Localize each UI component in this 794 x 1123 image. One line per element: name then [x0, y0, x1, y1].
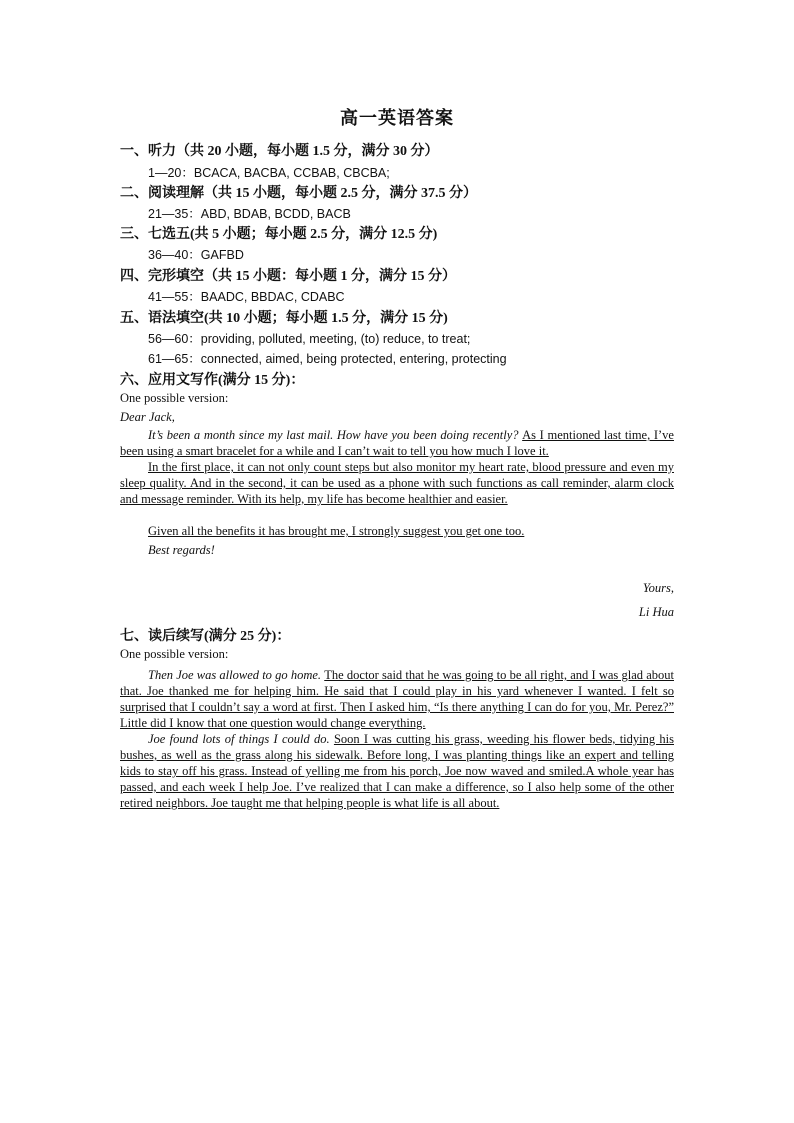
- section-cloze-heading: 四、完形填空（共 15 小题：每小题 1 分，满分 15 分）: [120, 269, 456, 284]
- continuation-paragraph-2-underlined: Soon I was cutting his grass, weeding his flower beds, tidying his bushes, as well as the grass along his sidewalk. Before long, I was planting things like an expert and telling kids to stay off his grass. Instead of yelling me from his porch, Joe now waved and smiled.A whole year has passed, and each week I help Joe. I’ve realized that I can make a difference, so I also help some of the other retired neighbors. Joe taught me that helping people is what life is all about.: [120, 732, 674, 810]
- letter-closing: Best regards!: [148, 543, 215, 557]
- continuation-version-label: One possible version:: [120, 647, 229, 661]
- section-seven-five-heading: 三、七选五(共 5 小题；每小题 2.5 分，满分 12.5 分): [120, 227, 438, 242]
- section-reading-answer: 21—35：ABD, BDAB, BCDD, BACB: [148, 207, 351, 221]
- letter-yours: Yours,: [642, 581, 674, 595]
- continuation-paragraph-2-italic: Joe found lots of things I could do.: [148, 732, 334, 746]
- section-listening-answer: 1—20：BCACA, BACBA, CCBAB, CBCBA;: [148, 166, 390, 180]
- letter-greeting: Dear Jack,: [120, 410, 175, 424]
- continuation-paragraph-1-underlined: The doctor said that he was going to be all right, and I was glad about that. Joe thanked me for helping him. He said that I could play in his yard whenever I wanted. I felt so surprised that I couldn’t say a word at first. Then I asked him, “Is there anything I can do for you, Mr. Perez?” Little did I know that one question would change everything.: [120, 668, 674, 730]
- letter-paragraph-1-underlined: As I mentioned last time, I’ve been using a smart bracelet for a while and I can’t wait to tell you how much I love it.: [120, 428, 674, 458]
- letter-paragraph-1-italic: It’s been a month since my last mail. How have you been doing recently?: [148, 428, 523, 442]
- section-seven-five-answer: 36—40：GAFBD: [148, 248, 244, 262]
- continuation-paragraph-2: [120, 731, 674, 811]
- section-reading-heading: 二、阅读理解（共 15 小题，每小题 2.5 分，满分 37.5 分）: [120, 186, 477, 201]
- section-cloze-answer: 41—55：BAADC, BBDAC, CDABC: [148, 290, 345, 304]
- letter-paragraph-2: In the first place, it can not only count steps but also monitor my heart rate, blood pressure and even my sleep quality. And in the second, it can be used as a phone with such functions as call reminder, alarm clock and message reminder. With its help, my life has become healthier and easier.: [120, 460, 674, 506]
- letter-paragraph-3: Given all the benefits it has brought me, I strongly suggest you get one too.: [148, 524, 525, 538]
- continuation-paragraph-1-italic: Then Joe was allowed to go home.: [148, 668, 325, 682]
- letter-paragraph-1: [120, 427, 674, 459]
- section-grammar-answer-1: 56—60：providing, polluted, meeting, (to) reduce, to treat;: [148, 332, 471, 346]
- section-grammar-heading: 五、语法填空(共 10 小题；每小题 1.5 分，满分 15 分): [120, 311, 448, 326]
- letter-signature: Li Hua: [638, 605, 674, 619]
- section-listening-heading: 一、听力（共 20 小题，每小题 1.5 分，满分 30 分）: [120, 144, 439, 159]
- writing-version-label: One possible version:: [120, 391, 229, 405]
- section-grammar-answer-2: 61—65：connected, aimed, being protected, entering, protecting: [148, 352, 507, 366]
- continuation-paragraph-1: [120, 667, 674, 731]
- page-title: 高一英语答案: [340, 108, 454, 128]
- section-continuation-heading: 七、读后续写(满分 25 分)：: [120, 629, 291, 644]
- section-writing-heading: 六、应用文写作(满分 15 分)：: [120, 373, 305, 388]
